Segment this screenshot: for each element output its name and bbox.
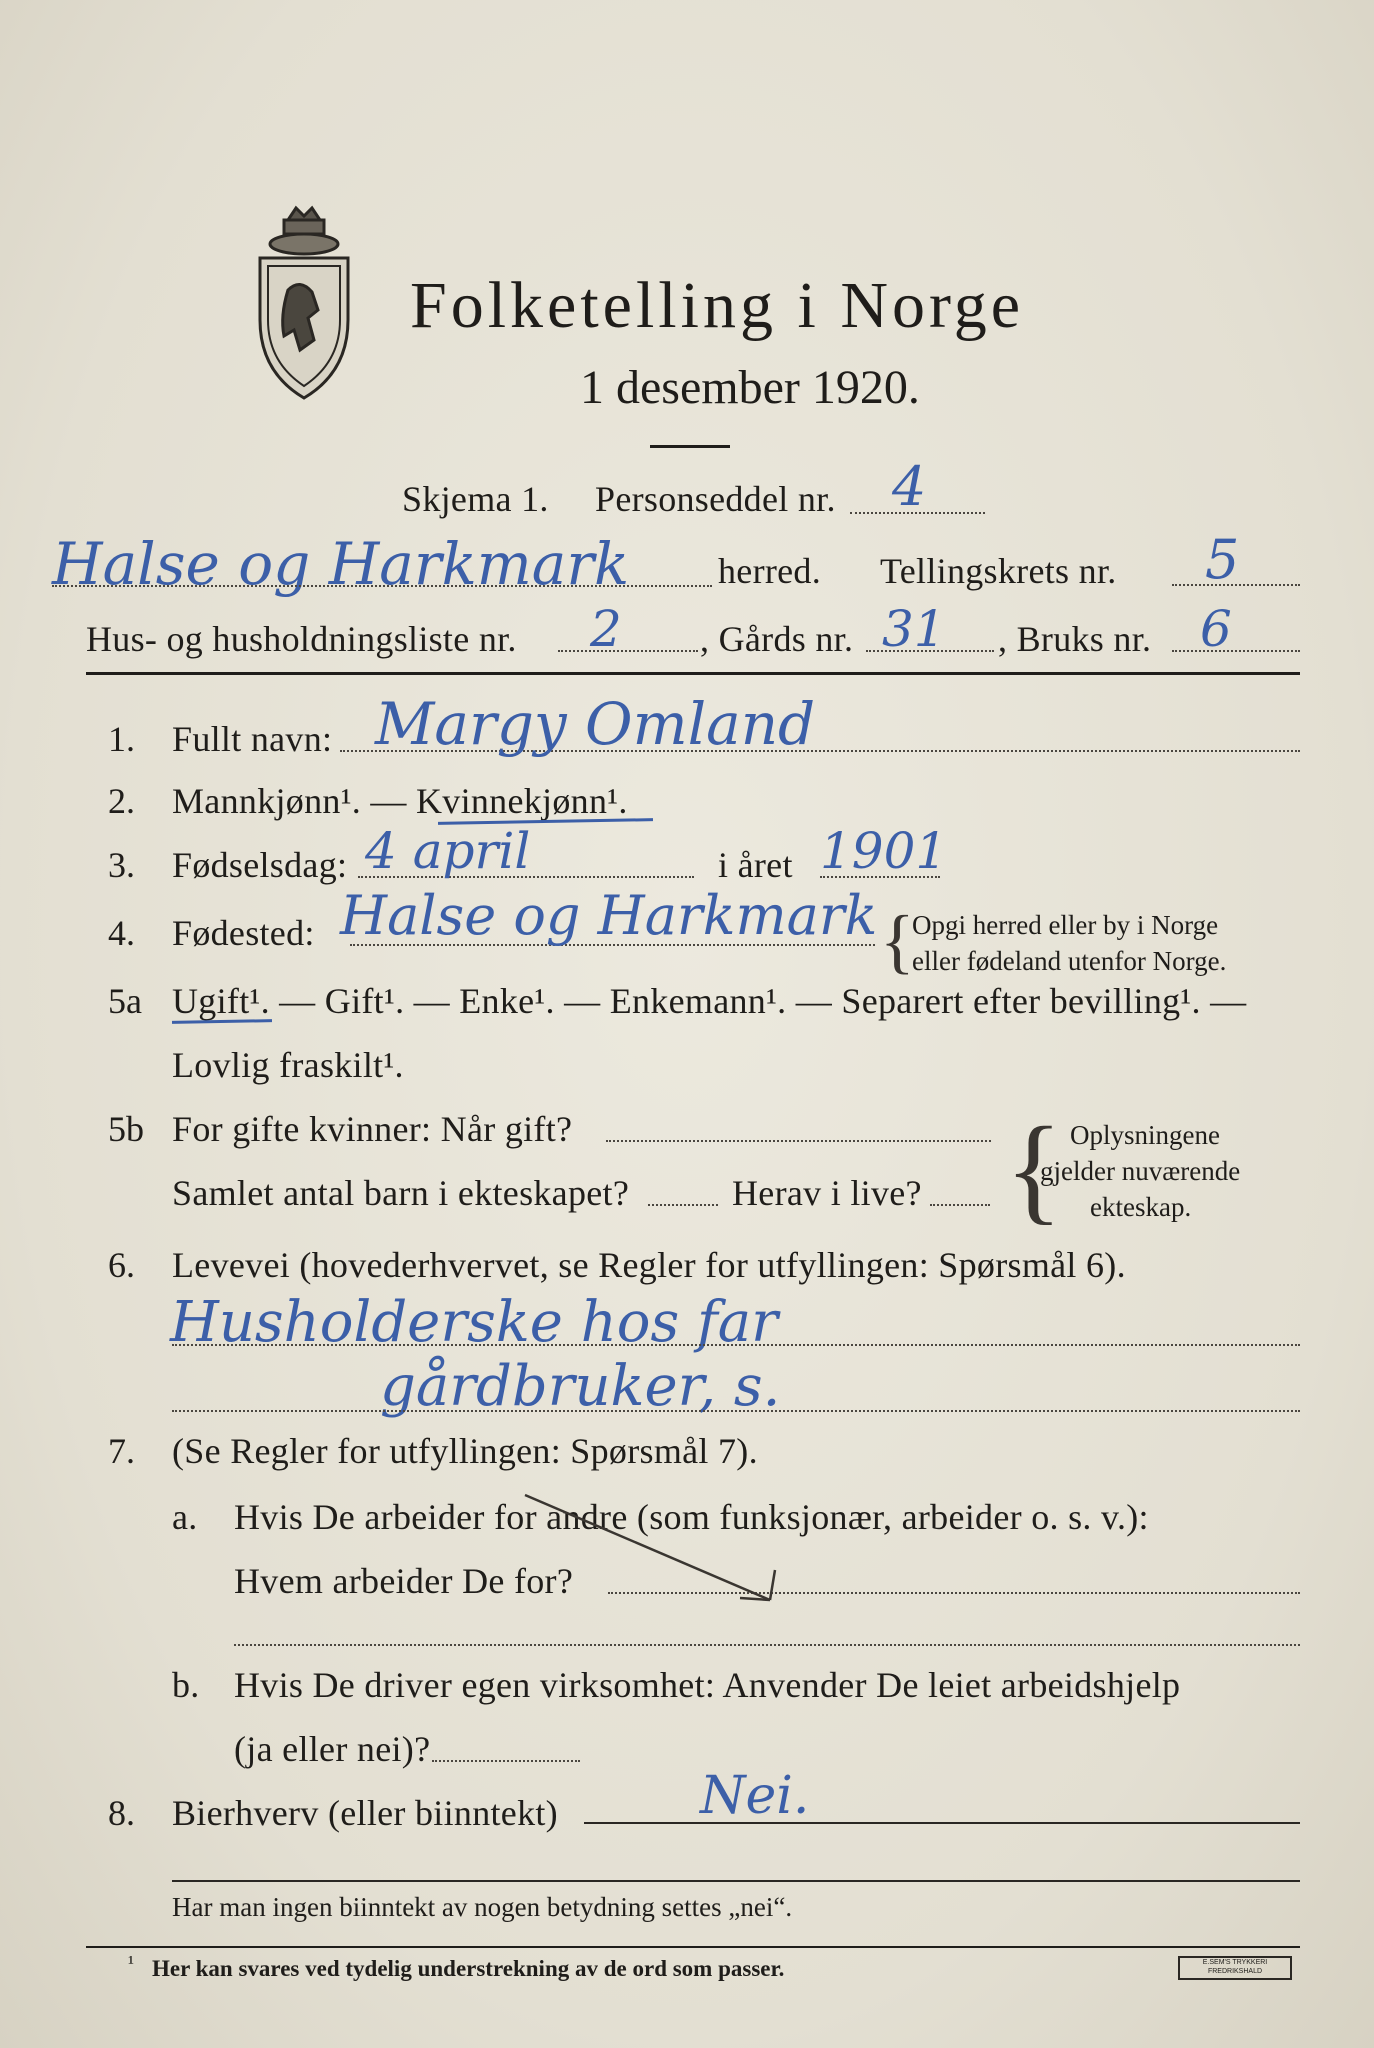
side-income-field[interactable]	[584, 1822, 1300, 1824]
q1-number: 1.	[108, 719, 135, 759]
q8-label: Bierhverv (eller biinntekt)	[172, 1793, 558, 1833]
q4-number: 4.	[108, 913, 135, 953]
occupation-field-line2[interactable]	[172, 1410, 1300, 1412]
children-alive-field[interactable]	[930, 1204, 990, 1206]
footer-divider	[86, 1946, 1300, 1948]
herred-value: Halse og Harkmark	[52, 530, 630, 598]
q8-number: 8.	[108, 1793, 135, 1833]
q5b-line2b: Herav i live?	[732, 1173, 922, 1213]
occupation-field-line1[interactable]	[172, 1344, 1300, 1346]
q3-number: 3.	[108, 845, 135, 885]
q7b-letter: b.	[172, 1665, 200, 1705]
q4-label: Fødested:	[172, 913, 315, 953]
gards-label: , Gårds nr.	[700, 619, 854, 659]
birthplace-value: Halse og Harkmark	[340, 884, 878, 947]
hus-value: 2	[590, 600, 622, 658]
hus-label: Hus- og husholdningsliste nr.	[86, 619, 517, 659]
children-count-field[interactable]	[648, 1204, 718, 1206]
q2-label: Mannkjønn¹. — Kvinnekjønn¹.	[172, 781, 628, 821]
q7-number: 7.	[108, 1431, 135, 1471]
form-title: Folketelling i Norge	[410, 269, 1025, 342]
married-when-field[interactable]	[606, 1140, 991, 1142]
full-name-value: Margy Omland	[375, 690, 816, 758]
q5a-line2: Lovlig fraskilt¹.	[172, 1045, 404, 1085]
q2-number: 2.	[108, 781, 135, 821]
tellingskrets-value: 5	[1205, 528, 1240, 591]
bruks-field[interactable]	[1172, 650, 1300, 652]
tellingskrets-label: Tellingskrets nr.	[880, 551, 1117, 591]
bruks-label: , Bruks nr.	[998, 619, 1152, 659]
side-income-value: Nei.	[700, 1766, 810, 1826]
birth-year-value: 1901	[820, 822, 948, 880]
q5b-line1: For gifte kvinner: Når gift?	[172, 1109, 573, 1149]
bruks-value: 6	[1200, 600, 1232, 658]
personseddel-value: 4	[892, 455, 927, 518]
q6-label: Levevei (hovederhvervet, se Regler for utfyllingen: Spørsmål 6).	[172, 1245, 1126, 1285]
q7b-line2: (ja eller nei)?	[234, 1729, 431, 1769]
printer-stamp: E.SEM'S TRYKKERI FREDRIKSHALD	[1178, 1956, 1292, 1980]
q4-brace: {	[880, 901, 915, 981]
hired-help-field[interactable]	[432, 1760, 580, 1762]
header-divider	[86, 672, 1300, 675]
q5b-note-line2: gjelder nuværende	[1040, 1156, 1241, 1186]
personseddel-label: Personseddel nr.	[595, 479, 836, 519]
q5a-line1: Ugift¹. — Gift¹. — Enke¹. — Enkemann¹. — Separert efter bevilling¹. —	[172, 981, 1247, 1021]
birthday-value: 4 april	[365, 822, 531, 880]
q4-note-line2: eller fødeland utenfor Norge.	[912, 946, 1227, 976]
q1-label: Fullt navn:	[172, 719, 333, 759]
herred-field[interactable]	[52, 585, 712, 587]
q5b-line2a: Samlet antal barn i ekteskapet?	[172, 1173, 630, 1213]
occupation-value-line1: Husholderske hos far	[170, 1290, 778, 1355]
side-income-field-line2[interactable]	[172, 1880, 1300, 1882]
q7b-line1: Hvis De driver egen virksomhet: Anvender De leiet arbeidshjelp	[234, 1665, 1181, 1705]
q7a-line2: Hvem arbeider De for?	[234, 1561, 574, 1601]
q4-note-line1: Opgi herred eller by i Norge	[912, 910, 1219, 940]
q5a-number: 5a	[108, 981, 142, 1021]
occupation-value-line2: gårdbruker, s.	[380, 1354, 781, 1419]
title-divider	[650, 445, 730, 448]
ugift-underline	[172, 1019, 272, 1024]
q7a-line1: Hvis De arbeider for andre (som funksjonær, arbeider o. s. v.):	[234, 1497, 1149, 1537]
handwritten-arrow-icon	[520, 1490, 800, 1630]
skjema-label: Skjema 1.	[402, 479, 549, 519]
herred-label: herred.	[718, 551, 822, 591]
q5b-note-line3: ekteskap.	[1090, 1192, 1192, 1222]
employer-field-line2[interactable]	[234, 1644, 1300, 1646]
form-date: 1 desember 1920.	[580, 361, 920, 414]
q7a-letter: a.	[172, 1497, 198, 1537]
footnote-mark: ¹	[128, 1952, 134, 1974]
q6-number: 6.	[108, 1245, 135, 1285]
q5b-note-line1: Oplysningene	[1070, 1120, 1220, 1150]
q3-label: Fødselsdag:	[172, 845, 348, 885]
footnote-text: Her kan svares ved tydelig understrekning av de ord som passer.	[152, 1956, 785, 1981]
norway-coat-of-arms-icon	[248, 200, 360, 405]
q3-year-label: i året	[718, 845, 793, 885]
footer-note: Har man ingen biinntekt av nogen betydning settes „nei“.	[172, 1892, 793, 1922]
q7-label: (Se Regler for utfyllingen: Spørsmål 7).	[172, 1431, 758, 1471]
q5b-brace: {	[1005, 1102, 1063, 1235]
q5b-number: 5b	[108, 1109, 144, 1149]
gards-value: 31	[882, 600, 946, 658]
hus-field[interactable]	[558, 650, 698, 652]
